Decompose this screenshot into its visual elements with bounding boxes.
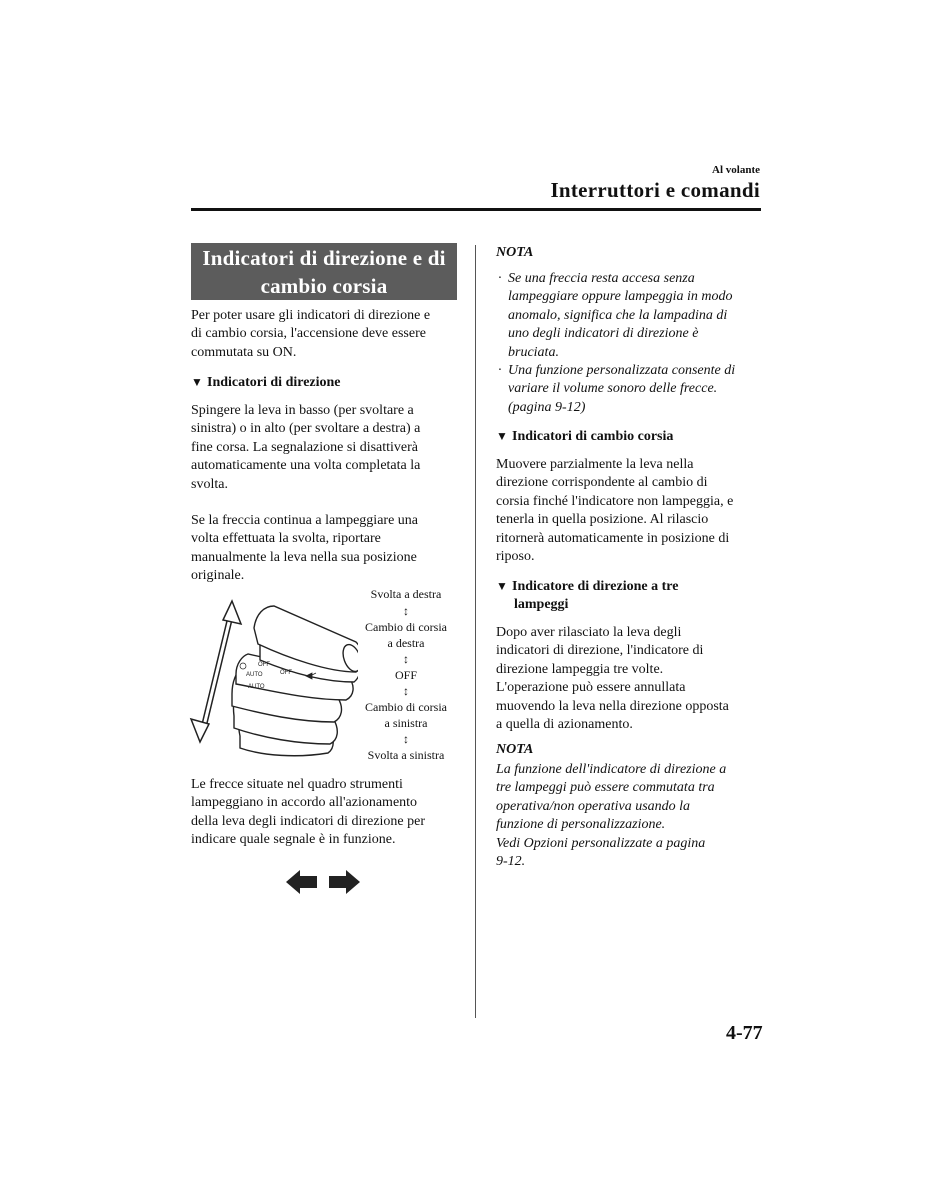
up-down-arrow-icon: ↕ (403, 652, 409, 666)
lever-illustration (188, 598, 358, 768)
text-line: di cambio corsia, l'accensione deve essere (191, 326, 426, 342)
text-line: Dopo aver rilasciato la leva degli (496, 625, 682, 640)
text-line: indicare quale segnale è in funzione. (191, 832, 396, 848)
turn-indicator-arrows-icon (286, 869, 360, 895)
text-line: a quella di azionamento. (496, 717, 633, 733)
text-line: fine corsa. La segnalazione si disattiverà (191, 439, 419, 455)
paragraph-three-flash (496, 624, 766, 734)
text-line: anomalo, significa che la lampadina di (508, 307, 728, 323)
subheading-turn-indicators (191, 373, 341, 392)
nota-bullets-1 (496, 270, 766, 417)
section-title-line2: cambio corsia (260, 274, 388, 298)
section-title (191, 243, 457, 300)
triangle-bullet-icon: ▼ (496, 429, 508, 443)
column-divider (475, 245, 476, 1018)
text-line: direzione corrispondente al cambio di (496, 475, 708, 491)
text-line: lampeggiano in accordo all'azionamento (191, 795, 418, 811)
label-svolta-destra: Svolta a destra (370, 587, 442, 601)
text-line: operativa/non operativa usando la (496, 798, 691, 814)
text-line: della leva degli indicatori di direzione per (191, 813, 426, 829)
text-line: Muovere parzialmente la leva nella (496, 457, 694, 472)
page-number: 4-77 (726, 1022, 763, 1044)
text-line: uno degli indicatori di direzione è (508, 326, 699, 342)
text-line: Per poter usare gli indicatori di direzione e (191, 308, 431, 323)
lever-text: OFF (280, 670, 292, 676)
label-svolta-sinistra: Svolta a sinistra (367, 748, 445, 762)
section-label: Al volante (712, 164, 760, 176)
triangle-bullet-icon: ▼ (191, 375, 203, 389)
nota-bullet-item (496, 270, 766, 362)
up-down-arrow-icon: ↕ (403, 732, 409, 746)
text-line: L'operazione può essere annullata (496, 680, 686, 696)
nota-label-1: NOTA (496, 245, 534, 260)
text-line: manualmente la leva nella sua posizione (191, 549, 417, 565)
figure-labels (351, 586, 461, 763)
label-cambio-corsia-sinistra-2: a sinistra (384, 716, 428, 730)
subheading-text: Indicatori di direzione (207, 375, 341, 390)
text-line: tenerla in quella posizione. Al rilascio (496, 512, 709, 528)
subheading-text: Indicatori di cambio corsia (512, 429, 674, 444)
lever-text: OFF (258, 662, 270, 668)
subheading-text: Indicatore di direzione a tre (512, 579, 679, 594)
text-line: sinistra) o in alto (per svoltare a destra) a (191, 421, 421, 437)
text-line: volta effettuata la svolta, riportare (191, 531, 381, 547)
nota-label-2: NOTA (496, 742, 534, 757)
triangle-bullet-icon: ▼ (496, 579, 508, 593)
text-line: indicatori di direzione, l'indicatore di (496, 643, 704, 659)
paragraph-manual-return (191, 512, 461, 586)
nota-bullet-item (496, 362, 766, 417)
lever-text: AUTO (248, 684, 265, 690)
subheading-text: lampeggi (514, 597, 569, 613)
text-line: riposo. (496, 549, 535, 565)
bullet-icon: · (498, 363, 502, 379)
text-line: (pagina 9-12) (508, 399, 586, 415)
up-down-arrow-icon: ↕ (403, 684, 409, 698)
page-header-title: Interruttori e comandi (550, 178, 760, 202)
label-off: OFF (394, 668, 417, 682)
text-line: Vedi Opzioni personalizzate a pagina (496, 835, 706, 851)
paragraph-cluster-indicators (191, 776, 461, 850)
label-cambio-corsia-destra-2: a destra (387, 636, 425, 650)
text-line: variare il volume sonoro delle frecce. (508, 381, 718, 397)
subheading-lane-change (496, 427, 673, 446)
text-line: tre lampeggi può essere commutata tra (496, 780, 715, 796)
text-line: svolta. (191, 476, 228, 492)
up-down-arrow-icon: ↕ (403, 604, 409, 618)
text-line: commutata su ON. (191, 344, 297, 360)
text-line: bruciata. (508, 344, 559, 360)
text-line: La funzione dell'indicatore di direzione a (496, 762, 727, 777)
text-line: Se la freccia continua a lampeggiare una (191, 513, 418, 528)
text-line: 9-12. (496, 854, 526, 870)
text-line: Se una freccia resta accesa senza (508, 271, 695, 286)
bullet-icon: · (498, 271, 502, 286)
text-line: Spingere la leva in basso (per svoltare a (191, 403, 414, 418)
intro-paragraph (191, 307, 461, 362)
paragraph-lane-change (496, 456, 766, 566)
paragraph-turn-usage (191, 402, 461, 494)
label-cambio-corsia-sinistra-1: Cambio di corsia (365, 700, 447, 714)
subheading-three-flash (496, 577, 678, 615)
section-title-line1: Indicatori di direzione e di (202, 246, 446, 270)
nota-text-2 (496, 761, 766, 871)
text-line: funzione di personalizzazione. (496, 817, 666, 833)
text-line: ritornerà automaticamente in posizione di (496, 530, 730, 546)
header-divider (191, 208, 761, 211)
label-cambio-corsia-destra-1: Cambio di corsia (365, 620, 447, 634)
text-line: muovendo la leva nella direzione opposta (496, 698, 729, 714)
text-line: lampeggiare oppure lampeggia in modo (508, 289, 733, 305)
text-line: direzione lampeggia tre volte. (496, 661, 664, 677)
text-line: Le frecce situate nel quadro strumenti (191, 777, 403, 792)
lever-text: AUTO (246, 672, 263, 678)
text-line: originale. (191, 568, 245, 584)
text-line: corsia finché l'indicatore non lampeggia, e (496, 493, 734, 509)
text-line: Una funzione personalizzata consente di (508, 363, 736, 379)
turn-signal-lever-icon (232, 606, 358, 756)
text-line: automaticamente una volta completata la (191, 458, 421, 474)
